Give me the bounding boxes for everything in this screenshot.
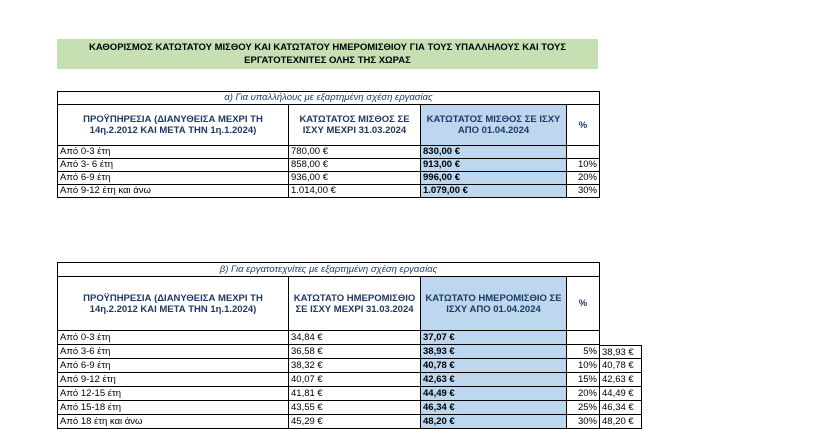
table-b-cell-extra: 46,34 €	[600, 401, 642, 415]
table-a-cell-experience: Από 0-3 έτη	[57, 146, 289, 159]
table-b-cell-extra: 48,20 €	[600, 415, 642, 429]
table-b-cell-extra: 38,93 €	[600, 345, 642, 359]
table-b-cell-new: 48,20 €	[421, 415, 567, 429]
table-a-cell-experience: Από 3- 6 έτη	[57, 159, 289, 172]
document-title	[57, 39, 598, 69]
table-b-cell-old: 36,58 €	[289, 345, 421, 359]
table-b-header-pct: %	[567, 277, 600, 331]
table-b-header-new: ΚΑΤΩΤΑΤΟ ΗΜΕΡΟΜΙΣΘΙΟ ΣΕ ΙΣΧΥ ΑΠΟ 01.04.2024	[421, 277, 567, 331]
table-a-cell-new: 996,00 €	[421, 172, 567, 185]
table-b-cell-new: 46,34 €	[421, 401, 567, 415]
table-b-cell-old: 40,07 €	[289, 373, 421, 387]
table-a-cell-pct: 20%	[567, 172, 600, 185]
table-b-cell-new: 44,49 €	[421, 387, 567, 401]
table-a-header-old: ΚΑΤΩΤΑΤΟΣ ΜΙΣΘΟΣ ΣΕ ΙΣΧΥ ΜΕΧΡΙ 31.03.2024	[289, 105, 421, 146]
table-b-cell-old: 43,55 €	[289, 401, 421, 415]
table-a-cell-pct: 10%	[567, 159, 600, 172]
table-a-header-pct: %	[567, 105, 600, 146]
table-b-cell-old: 45,29 €	[289, 415, 421, 429]
table-b-cell-new: 37,07 €	[421, 331, 567, 345]
table-b-cell-experience: Από 0-3 έτη	[57, 331, 289, 345]
table-b-cell-extra: 44,49 €	[600, 387, 642, 401]
table-b-cell-pct: 20%	[567, 387, 600, 401]
table-b-cell-old: 38,32 €	[289, 359, 421, 373]
table-b-cell-experience: Από 3-6 έτη	[57, 345, 289, 359]
table-b-cell-experience: Από 9-12 έτη	[57, 373, 289, 387]
table-b-cell-pct: 15%	[567, 373, 600, 387]
table-b-cell-pct: 5%	[567, 345, 600, 359]
table-b-header-old: ΚΑΤΩΤΑΤΟ ΗΜΕΡΟΜΙΣΘΙΟ ΣΕ ΙΣΧΥ ΜΕΧΡΙ 31.03.2024	[289, 277, 421, 331]
table-a-cell-experience: Από 9-12 έτη και άνω	[57, 185, 289, 198]
table-b-cell-experience: Από 18 έτη και άνω	[57, 415, 289, 429]
table-a-header-experience: ΠΡΟΫΠΗΡΕΣΙΑ (ΔΙΑΝΥΘΕΙΣΑ ΜΕΧΡΙ ΤΗ 14η.2.2012 ΚΑΙ ΜΕΤΑ ΤΗΝ 1η.1.2024)	[57, 105, 289, 146]
table-a-header-new: ΚΑΤΩΤΑΤΟΣ ΜΙΣΘΟΣ ΣΕ ΙΣΧΥ ΑΠΟ 01.04.2024	[421, 105, 567, 146]
table-b-cell-pct: 25%	[567, 401, 600, 415]
table-b-cell-old: 41,81 €	[289, 387, 421, 401]
table-b-cell-experience: Από 6-9 έτη	[57, 359, 289, 373]
table-b-cell-new: 40,78 €	[421, 359, 567, 373]
table-a-cell-pct: 30%	[567, 185, 600, 198]
table-b-cell-pct: 10%	[567, 359, 600, 373]
table-b-header-experience: ΠΡΟΫΠΗΡΕΣΙΑ (ΔΙΑΝΥΘΕΙΣΑ ΜΕΧΡΙ ΤΗ 14η.2.2012 ΚΑΙ ΜΕΤΑ ΤΗΝ 1η.1.2024)	[57, 277, 289, 331]
table-b-cell-pct: 30%	[567, 415, 600, 429]
table-a-cell-old: 1.014,00 €	[289, 185, 421, 198]
table-b-cell-new: 42,63 €	[421, 373, 567, 387]
table-b-caption: β) Για εργατοτεχνίτες με εξαρτημένη σχέση εργασίας	[57, 262, 600, 277]
table-a-cell-old: 780,00 €	[289, 146, 421, 159]
table-b-cell-old: 34,84 €	[289, 331, 421, 345]
table-a-cell-old: 936,00 €	[289, 172, 421, 185]
table-b-cell-new: 38,93 €	[421, 345, 567, 359]
table-a-cell-pct	[567, 146, 600, 159]
table-b-cell-experience: Από 15-18 έτη	[57, 401, 289, 415]
table-b-cell-extra: 42,63 €	[600, 373, 642, 387]
table-a-cell-experience: Από 6-9 έτη	[57, 172, 289, 185]
table-b-cell-extra: 40,78 €	[600, 359, 642, 373]
table-a-cell-new: 830,00 €	[421, 146, 567, 159]
table-a-cell-old: 858,00 €	[289, 159, 421, 172]
title-line-2: ΕΡΓΑΤΟΤΕΧΝΙΤΕΣ ΟΛΗΣ ΤΗΣ ΧΩΡΑΣ	[244, 55, 411, 66]
table-a-cell-new: 1.079,00 €	[421, 185, 567, 198]
table-b-cell-experience: Από 12-15 έτη	[57, 387, 289, 401]
title-line-1: ΚΑΘΟΡΙΣΜΟΣ ΚΑΤΩΤΑΤΟΥ ΜΙΣΘΟΥ ΚΑΙ ΚΑΤΩΤΑΤΟΥ ΗΜΕΡΟΜΙΣΘΙΟΥ ΓΙΑ ΤΟΥΣ ΥΠΑΛΛΗΛΟΥΣ ΚΑΙ ΤΟΥΣ	[88, 42, 567, 53]
table-a-caption: α) Για υπαλλήλους με εξαρτημένη σχέση εργασίας	[57, 91, 600, 105]
table-a-cell-new: 913,00 €	[421, 159, 567, 172]
table-b-cell-pct	[567, 331, 600, 345]
